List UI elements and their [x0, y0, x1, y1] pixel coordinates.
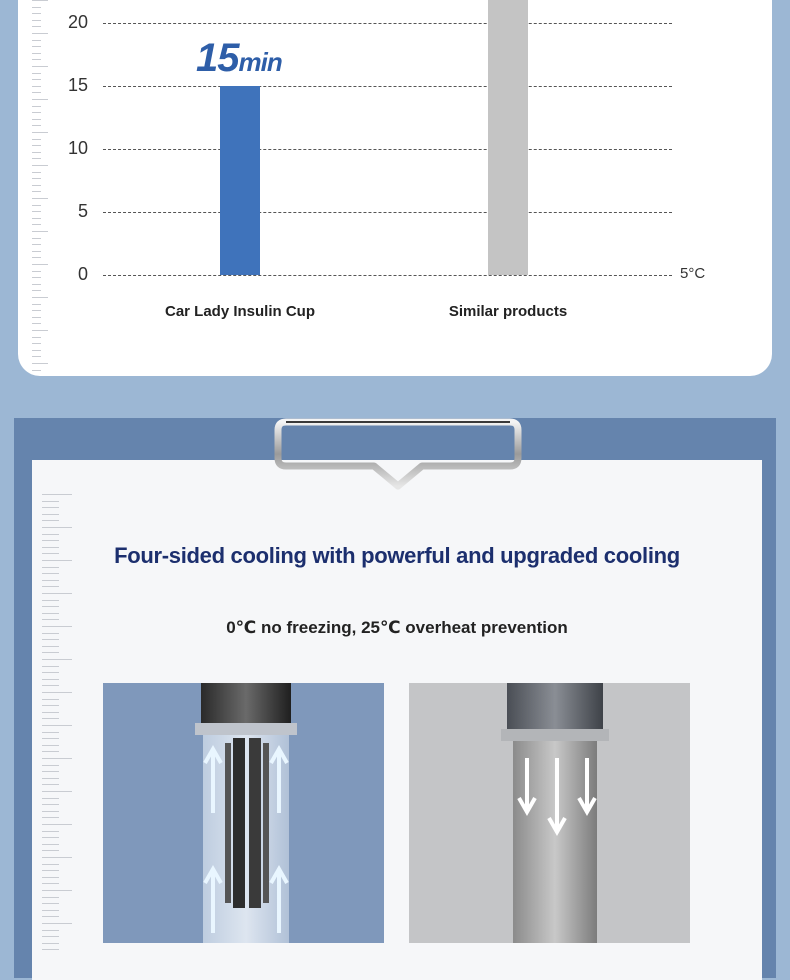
ruler-tick	[42, 679, 59, 680]
ruler-tick	[42, 705, 59, 706]
cup-downflow-illustration	[409, 683, 690, 943]
ruler-tick	[42, 857, 72, 858]
ruler-tick	[32, 238, 41, 239]
category-label: Similar products	[448, 303, 568, 320]
ruler-tick	[32, 244, 41, 245]
ruler-tick	[42, 897, 59, 898]
ruler-tick	[42, 936, 59, 937]
four-sided-cooling-image	[103, 683, 384, 943]
ruler-tick	[32, 205, 41, 206]
ruler-tick	[42, 923, 72, 924]
ruler-tick	[32, 132, 48, 133]
cup-circulation-illustration	[103, 683, 384, 943]
ruler-tick	[42, 804, 59, 805]
y-tick-label: 5	[77, 201, 88, 221]
ruler-tick	[42, 811, 59, 812]
gridline	[103, 212, 672, 213]
ruler-tick	[32, 145, 41, 146]
y-tick-label: 15	[67, 75, 88, 95]
ruler-tick	[42, 666, 59, 667]
ruler-tick	[42, 784, 59, 785]
ruler-tick	[42, 844, 59, 845]
ruler-tick	[32, 178, 41, 179]
ruler-tick	[42, 877, 59, 878]
ruler-tick	[32, 211, 41, 212]
ruler-tick	[32, 7, 41, 8]
ruler-tick	[42, 738, 59, 739]
ruler-tick	[32, 218, 41, 219]
ruler-tick	[32, 356, 41, 357]
ruler-tick	[32, 231, 48, 232]
ruler-tick	[42, 685, 59, 686]
y-tick-label: 0	[77, 264, 88, 284]
gridline	[103, 23, 672, 24]
ruler-tick	[32, 92, 41, 93]
ruler-tick	[42, 659, 72, 660]
ruler-tick	[42, 494, 72, 495]
cooling-headline: Four-sided cooling with powerful and upgraded cooling	[114, 543, 680, 568]
ruler-tick	[32, 343, 41, 344]
ruler-tick	[42, 771, 59, 772]
ruler-tick	[42, 903, 59, 904]
ruler-tick	[32, 119, 41, 120]
ruler-tick	[32, 185, 41, 186]
ruler-tick	[32, 53, 41, 54]
ruler-tick	[32, 363, 48, 364]
ruler-tick	[32, 323, 41, 324]
ruler-decoration-top	[32, 0, 48, 375]
ruler-tick	[42, 593, 72, 594]
value-annotation-number: 15	[196, 36, 239, 80]
ruler-tick	[32, 172, 41, 173]
ruler-tick	[42, 817, 59, 818]
ruler-tick	[42, 527, 72, 528]
ruler-tick	[42, 672, 59, 673]
ruler-tick	[32, 152, 41, 153]
ruler-tick	[32, 66, 48, 67]
ruler-tick	[42, 751, 59, 752]
ruler-tick	[42, 580, 59, 581]
ruler-tick	[32, 0, 48, 1]
ruler-tick	[42, 930, 59, 931]
ruler-tick	[42, 501, 59, 502]
ruler-tick	[32, 73, 41, 74]
ruler-tick	[32, 290, 41, 291]
ruler-tick	[42, 507, 59, 508]
ruler-tick	[42, 520, 59, 521]
ruler-tick	[42, 745, 59, 746]
ruler-tick	[42, 732, 59, 733]
ruler-tick	[42, 765, 59, 766]
ruler-tick	[42, 850, 59, 851]
ruler-tick	[42, 798, 59, 799]
ruler-tick	[42, 586, 59, 587]
ruler-tick	[42, 534, 59, 535]
ruler-tick	[42, 870, 59, 871]
ruler-tick	[32, 125, 41, 126]
value-annotation-unit: min	[238, 47, 282, 77]
ruler-tick	[32, 79, 41, 80]
similar-product-image	[409, 683, 690, 943]
ruler-tick	[42, 606, 59, 607]
ruler-tick	[42, 831, 59, 832]
y-tick-label: 20	[67, 12, 88, 32]
gridline	[103, 275, 672, 276]
ruler-tick	[42, 943, 59, 944]
ruler-tick	[42, 824, 72, 825]
value-annotation	[196, 36, 282, 81]
ruler-tick	[32, 330, 48, 331]
ruler-tick	[42, 639, 59, 640]
ruler-tick	[32, 46, 41, 47]
ruler-tick	[42, 778, 59, 779]
ruler-tick	[42, 725, 72, 726]
category-label: Car Lady Insulin Cup	[164, 303, 315, 320]
y-tick-label: 10	[67, 138, 88, 158]
ruler-tick	[32, 304, 41, 305]
ruler-tick	[32, 224, 41, 225]
ruler-tick	[32, 337, 41, 338]
ruler-tick	[32, 40, 41, 41]
ruler-tick	[32, 198, 48, 199]
bar	[488, 0, 528, 275]
ruler-tick	[32, 165, 48, 166]
ruler-tick	[32, 317, 41, 318]
ruler-tick	[32, 13, 41, 14]
bar	[220, 86, 260, 275]
ruler-tick	[42, 837, 59, 838]
ruler-tick	[42, 758, 72, 759]
ruler-tick	[32, 112, 41, 113]
temperature-range-subline: 0℃ no freezing, 25℃ overheat prevention	[226, 618, 568, 637]
ruler-tick	[42, 573, 59, 574]
ruler-tick	[32, 20, 41, 21]
ruler-tick	[32, 139, 41, 140]
ruler-tick	[42, 883, 59, 884]
ruler-tick	[32, 264, 48, 265]
baseline-temperature-label: 5°C	[680, 265, 706, 282]
ruler-tick	[32, 257, 41, 258]
ruler-tick	[32, 251, 41, 252]
ruler-tick	[42, 692, 72, 693]
ruler-tick	[32, 297, 48, 298]
ruler-tick	[42, 613, 59, 614]
ruler-tick	[32, 26, 41, 27]
ruler-tick	[42, 791, 72, 792]
ruler-tick	[32, 310, 41, 311]
ruler-tick	[32, 271, 41, 272]
ruler-tick	[42, 890, 72, 891]
ruler-tick	[42, 540, 59, 541]
ruler-tick	[32, 284, 41, 285]
ruler-tick	[42, 949, 59, 950]
gridline	[103, 149, 672, 150]
gridline	[103, 86, 672, 87]
ruler-tick	[32, 99, 48, 100]
ruler-tick	[42, 718, 59, 719]
clipboard-clip-icon	[272, 412, 524, 496]
ruler-tick	[32, 33, 48, 34]
ruler-tick	[32, 158, 41, 159]
ruler-tick	[42, 699, 59, 700]
ruler-tick	[32, 106, 41, 107]
ruler-tick	[32, 86, 41, 87]
ruler-tick	[42, 600, 59, 601]
ruler-tick	[32, 370, 41, 371]
ruler-tick	[42, 646, 59, 647]
ruler-tick	[42, 864, 59, 865]
ruler-tick	[32, 277, 41, 278]
ruler-tick	[32, 191, 41, 192]
ruler-tick	[32, 350, 41, 351]
ruler-tick	[42, 652, 59, 653]
ruler-tick	[42, 916, 59, 917]
ruler-tick	[42, 514, 59, 515]
ruler-tick	[32, 59, 41, 60]
ruler-tick	[42, 712, 59, 713]
ruler-tick	[42, 910, 59, 911]
